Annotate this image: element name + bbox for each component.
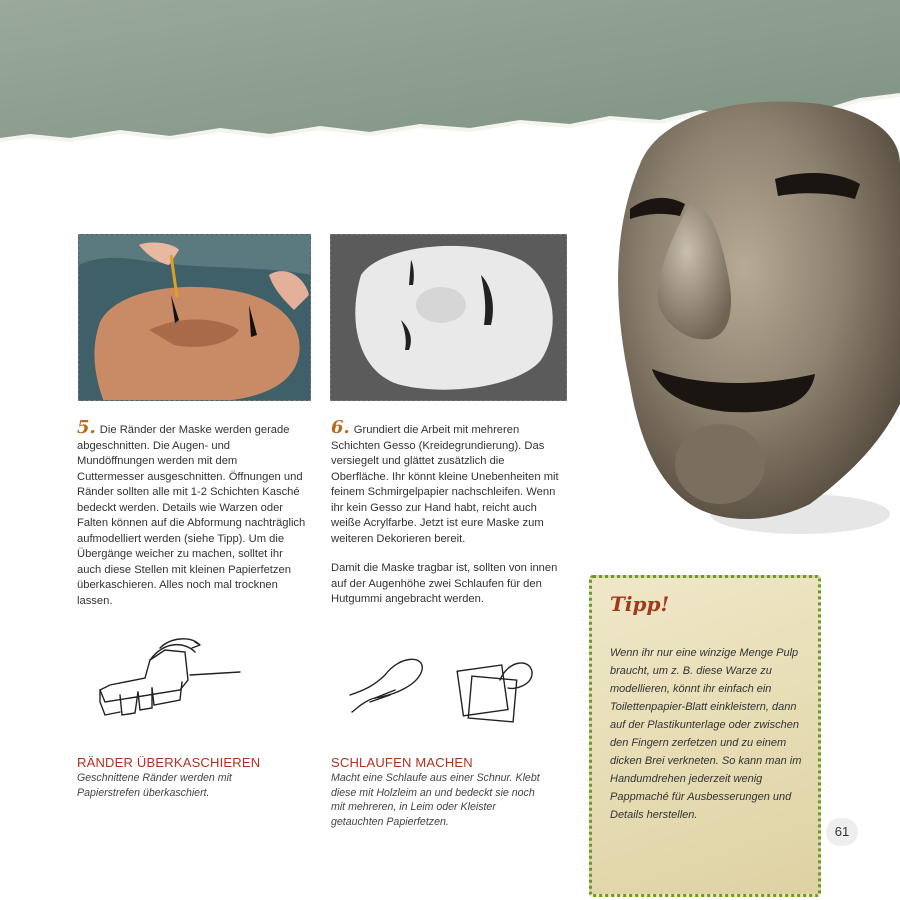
step-6-text: Grundiert die Arbeit mit mehreren Schichten Gesso (Kreidegrundierung). Das versiegelt und glättet zusätzlich die Oberfläche. Ihr könnt kleine Unebenheiten mit feinem Schmirgelpapier nachschleifen. Wenn ihr kein Gesso zur Hand habt, reicht auch weiße Acrylfarbe. Jetzt ist eure Maske zum weiteren Dekorieren bereit. xyxy=(331,424,559,545)
sketch-edge-covering xyxy=(90,630,250,725)
step-5 xyxy=(77,417,307,623)
caption-loops-title: SCHLAUFEN MACHEN xyxy=(331,755,473,770)
bronze-mask-image xyxy=(600,84,900,554)
tip-text: Wenn ihr nur eine winzige Menge Pulp braucht, um z. B. diese Warze zu modellieren, könnt ihr einfach ein Toilettenpapier-Blatt einkleistern, dann auf der Plastikunterlage oder zwischen den Fingern zerfetzen und zu einem dicken Brei verkneten. So kann man im Handumdrehen jederzeit wenig Pappmaché für Ausbesserungen und Details herstellen. xyxy=(610,647,802,821)
step-6-number: 6. xyxy=(331,417,350,438)
tip-box xyxy=(589,575,821,897)
step-6-text-2: Damit die Maske tragbar ist, sollten von innen auf der Augenhöhe zwei Schlaufen für den Hutgummi angebracht werden. xyxy=(331,562,558,605)
step-6 xyxy=(331,417,563,622)
step-5-number: 5. xyxy=(77,417,96,438)
photo-gesso-mask xyxy=(330,234,567,401)
caption-edges-text: Geschnittene Ränder werden mit Papierstrefen überkaschiert. xyxy=(77,772,232,799)
sketch-loops xyxy=(340,650,540,730)
photo-cutting-mask xyxy=(78,234,311,401)
caption-loops-text: Macht eine Schlaufe aus einer Schnur. Klebt diese mit Holzleim an und bedeckt sie noch mit mehreren, in Leim oder Kleister getauchten Papierfetzen. xyxy=(331,772,540,828)
step-5-text: Die Ränder der Maske werden gerade abgeschnitten. Die Augen- und Mundöffnungen werden mit dem Cuttermesser ausgeschnitten. Öffnungen und Ränder sollten alle mit 1-2 Schichten Kasché bedeckt werden. Details wie Warzen oder Falten können auf die Abformung nachträglich aufmodelliert werden (siehe Tipp). Um die Übergänge weicher zu machen, solltet ihr auch diese Stellen mit kleinen Papierfetzen überkaschieren. Alles noch mal trocknen lassen. xyxy=(77,424,306,607)
tip-title: Tipp! xyxy=(610,592,670,616)
page-number: 61 xyxy=(826,818,858,846)
caption-edges-title: RÄNDER ÜBERKASCHIEREN xyxy=(77,755,261,770)
